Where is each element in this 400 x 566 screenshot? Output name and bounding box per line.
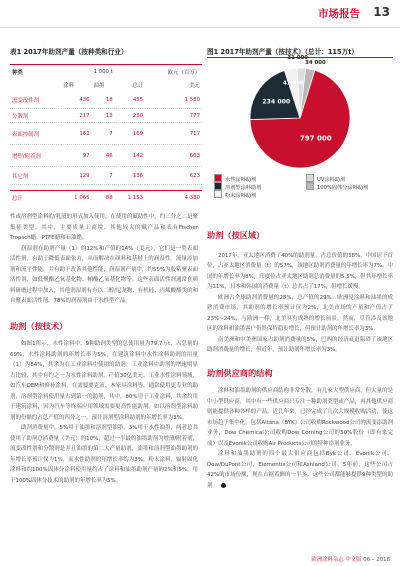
legend-swatch [214,182,222,190]
table-row: 增塑/附着剂 97 46 142 663 [10,145,202,167]
paragraph: 欧洲占全球助剂消费量的28%，总产值的29%；欧洲是涂料和油墨的成熟消费市场，其助剂的增长率预计仅为2%，北美市场的产量和产值占了23%~24%，与欧洲一样，北美具有成熟的增长前景，然而，尽管涉及该地区的涂料和油墨客户仍然保持稳步增长，但预计助剂的年增长率为3%。 [207,294,393,332]
table-row: 流变改性剂 436 18 455 1 580 [10,91,202,109]
table1-col-header: 美元 [189,82,200,89]
section-heading: 助剂供应商的结构 [207,367,273,378]
legend-label: 溶剂型涂料助剂 [225,185,262,191]
pie-data-label: 47 000 [283,80,304,87]
chart-legend [214,174,394,198]
left-column [10,212,198,486]
legend-item [214,190,256,199]
figure1-title: 图1 2017年助剂产量（按技术）（总计：115万t） [207,48,358,56]
end-of-article-icon [221,483,226,488]
table-total-row: 总计 1 065 88 1 153 4 380 [10,191,202,206]
issue-number: 06 – 2018 [363,557,390,563]
table-row: 表面控制剂 162 7 169 717 [10,123,202,145]
legend-swatch [214,174,222,182]
legend-item [306,182,368,191]
right-column [207,230,393,491]
paragraph: 2017年，亚太地区消费了40%的助剂量，占总价值的38%，中国居于首位，占亚太地区消费量（t）的57%，该地区助剂消费量的年增长率为7%，中国的年增长率为8%，印度位占亚太地区助剂总消费量的5.5%，但其年增长率为11%，日本和韩国的消费量（t）总共占了17%，但增长缓慢。 [207,252,393,290]
table1 [10,63,202,205]
legend-label: 粉末涂料助剂 [225,193,257,199]
journal-name: 欧洲涂料杂志 [311,557,344,563]
table1-unit: 1 000 t [93,68,113,75]
legend-label: 100%固体分涂料助剂 [317,185,369,191]
section-heading: 助剂（按区域） [207,230,265,240]
pie-chart [207,55,393,172]
legend-label: UV涂料助剂 [317,177,346,183]
paragraph: 如图1所示，水性涂料中，9种助剂类型的总使用量为79.7万t，占总量的69%，水性涂料助剂的年增长率为5%，在建筑涂料中水性涂料助剂的用量（1）为84%，其余为在工业涂料中使用的助剂。工业涂料中助剂的增速明显占比较，其中有约之一为水性涂料助剂，产值30亿美元。工业水性涂料领域，如汽车OEM和修补涂料，在需要要克液、木家具涂料等。通常使用更专业的助剂，溶剂型涂料使用量占到第一的助剂，其中，80%用于工业涂料，其余约用于建筑涂料，因为汽车等终端应用领域需要更高性能助剂。如以溶剂型涂料助剂的份额约占总产值的四分之一，预计溶剂型涂料助剂的年增长率为3%。 [10,341,198,421]
paragraph: 涂料和油墨助剂的四个最大供应商包括Byk公司、Evonik公司、Dow/DuPont公司，Elementis公司和Ashland公司。5年前，这些公司占42%的市场份额，现在占据着额的一半多，这些公司都能够提供9种类型的助剂。 [207,451,393,489]
paragraph: 性或溶剂型涂料的/乳液的形式加入使用，在使用的赋助性中，约三分之二是聚集硅类型。其中，主要质量工商境、其他较大的赋产品和表有Fischer Tropsch蜡，PTFE蜡和石油蜡。 [10,214,198,241]
section-heading: 助剂（按技术） [10,320,68,331]
table1-region-header: 欧元（百万） [167,69,200,76]
table1-unit-row-label: 种类 [12,69,23,76]
paragraph: 涂料和油墨助剂的供应商结构非常分散，有几家大型供应商，但大量的是中小型供应商，其中有一些供应商只专注一种助剂类型或产品，再其他供应商则能提供各种各样的产品。近几年来，已经完成了几次大规模收购活动，使这市场趋于集中化，包括Altana（BYK）公司收购Rockwood公司的流变添助剂业务，Dow Chemical公司收购Dow Corning公司的50%股份（即有来完成）以及Evonik公司收购Air Products公司的特种添剂业务。 [207,388,393,447]
table1-col-header: 油墨 [93,82,105,89]
pie-data-label: 31 000 [287,55,308,62]
legend-swatch [306,174,314,182]
table1-title: 表1 2017年助剂产量（按种类和行业） [10,48,128,56]
legend-swatch [306,182,314,190]
header-divider [0,27,400,28]
legend-swatch [214,190,222,198]
paragraph: 助剂消费量中，5%用于油墨和溶剂型油墨，3%用于水性油墨，两者总共使用了助剂总消费量（美元）的10%，超过一半最的油墨助剂为增薄/附着剂，流变改性剂和分散剂是并且油墨的第二大产量助剂，油墨和溶剂型油墨助剂的年增长率预计仅为1%，而水性助剂的年增长率约为3%。粉末涂料，辐射固化涂料和约100%固体分涂料使用量约占了涂料和油墨助剂产量的2%和5%，用于100%固体分技术的助剂的年增长率为5%。 [10,425,198,484]
paragraph: 南美洲和中美洲国家占助剂消费量的5%，巴西的经济衰退阻碍了该地区助剂消费量的增长，但近年，预计助剂年增长率为3%。 [207,336,393,353]
page-number: 13 [373,5,390,19]
footer [311,555,390,563]
pie-data-label: 234 000 [262,98,291,106]
journal-edition: 中文版 [345,557,362,563]
table1-col-header: 涂料 [63,82,75,89]
table1-col-header: 总计 [132,82,144,89]
legend-label: 水性涂料助剂 [225,177,257,183]
pie-data-label: 34 000 [305,60,326,67]
section-title: 市场报告 [318,8,360,20]
table-row: 分散剂 217 13 230 777 [10,109,202,123]
pie-data-label: 797 000 [299,134,332,143]
paragraph: 润湿剂在助剂产量（1）的12%和产值的14%（美元），它们是一类表面活性剂，有助于降低表面张力，从而解决在颜料和基材上的润湿性。流量添加剂和流平性能，并有助于改善其他性能，润湿剂产量中，约55%为胶粘聚表面活性剂，如低聚酯乙氧基化物、帕酸乙氧基化物等。这些表面活性剂通常在颜料研磨过程中加入，其他润湿剂有有以二醇/尼龙物、有机硅、丙烯酸酯类的和自聚表面活性剂。78%的润湿剂由于水性型产品。 [10,245,198,304]
table-row: 其它剂 129 7 136 623 [10,167,202,185]
